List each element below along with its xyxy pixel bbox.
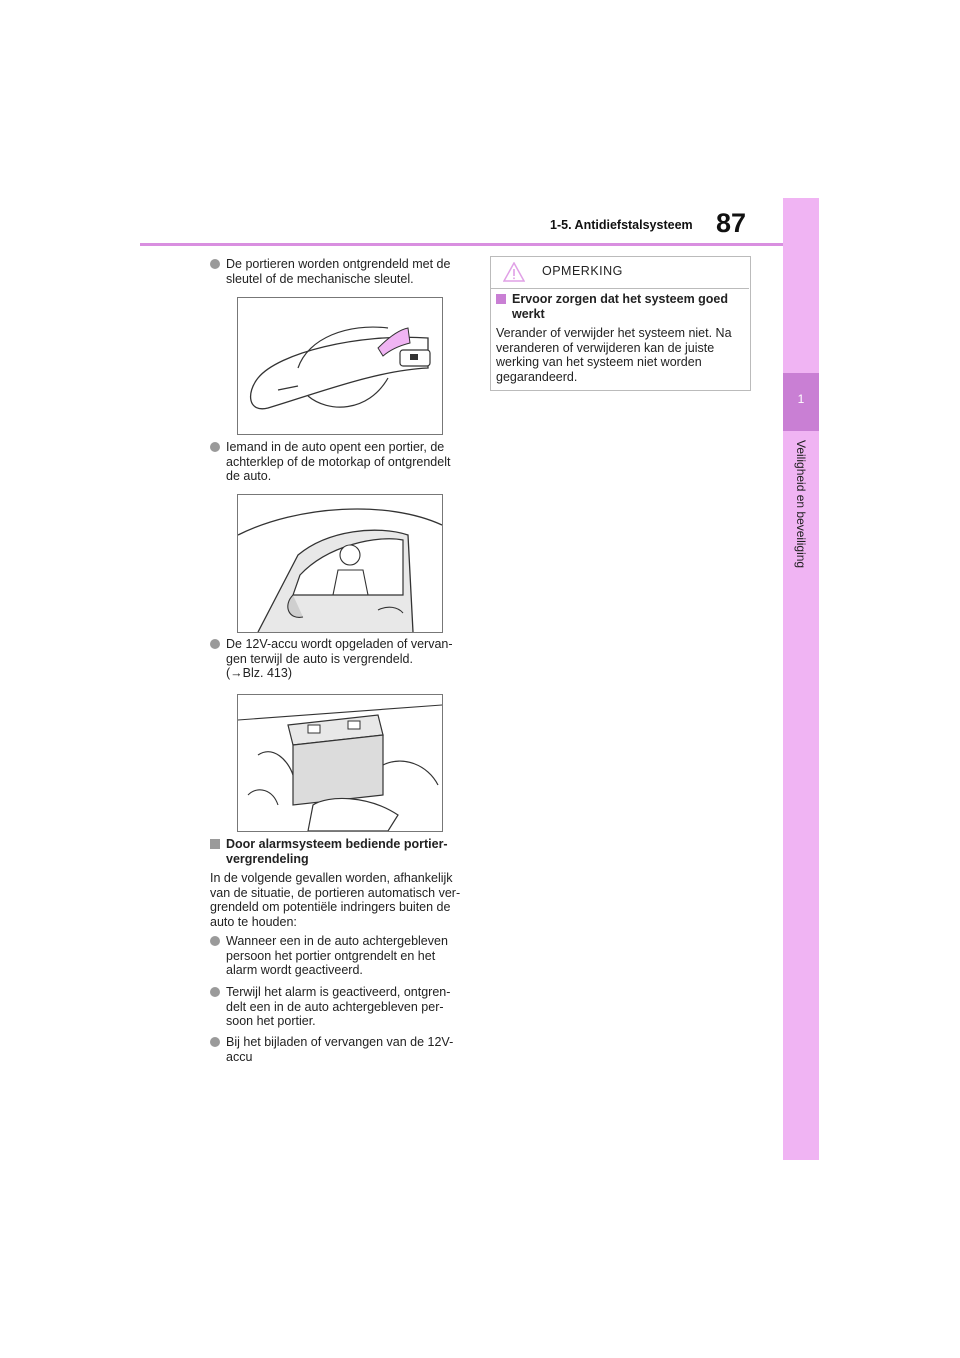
bullet-icon (210, 1037, 220, 1047)
body-paragraph: In de volgende gevallen worden, afhankelijk van de situatie, de portieren automatisch ver- grendeld om potentiële indringers buiten de auto te houden: (210, 871, 461, 929)
page-number: 87 (716, 208, 747, 238)
bullet-icon (210, 987, 220, 997)
bullet-item: De portieren worden ontgrendeld met de sleutel of de mechanische sleutel. (210, 257, 480, 286)
bullet-item: Terwijl het alarm is geactiveerd, ontgren- delt een in de auto achtergebleven per- soon het portier. (210, 985, 480, 1029)
heading-square-icon (496, 294, 506, 304)
bullet-item: Wanneer een in de auto achtergebleven persoon het portier ontgrendelt en het alarm wordt geactiveerd. (210, 934, 480, 978)
section-heading: Door alarmsysteem bediende portier- vergrendeling (210, 837, 480, 866)
bullet-icon (210, 442, 220, 452)
chapter-sidebar (783, 198, 819, 1160)
warning-icon (503, 262, 525, 287)
notice-title: OPMERKING (542, 264, 623, 278)
notice-body: Verander of verwijder het systeem niet. Na veranderen of verwijderen kan de juiste werking van het systeem niet worden gegarandeerd. (496, 326, 732, 384)
bullet-icon (210, 639, 220, 649)
heading-square-icon (210, 839, 220, 849)
door-handle-illustration (237, 297, 443, 435)
bullet-item: De 12V-accu wordt opgeladen of vervan- gen terwijl de auto is vergrendeld. (→Blz. 413) (210, 637, 480, 681)
bullet-item: Bij het bijladen of vervangen van de 12V- accu (210, 1035, 480, 1064)
chapter-title: Veiligheid en beveiliging (794, 440, 808, 569)
person-in-car-illustration (237, 494, 443, 633)
chapter-number: 1 (797, 392, 805, 406)
header-rule (140, 243, 783, 246)
section-title: 1-5. Antidiefstalsysteem (550, 218, 693, 232)
bullet-icon (210, 936, 220, 946)
battery-replacement-illustration (237, 694, 443, 832)
notice-heading: Ervoor zorgen dat het systeem goed werkt (496, 292, 746, 321)
bullet-item: Iemand in de auto opent een portier, de achterklep of de motorkap of ontgrendelt de auto. (210, 440, 480, 484)
bullet-icon (210, 259, 220, 269)
